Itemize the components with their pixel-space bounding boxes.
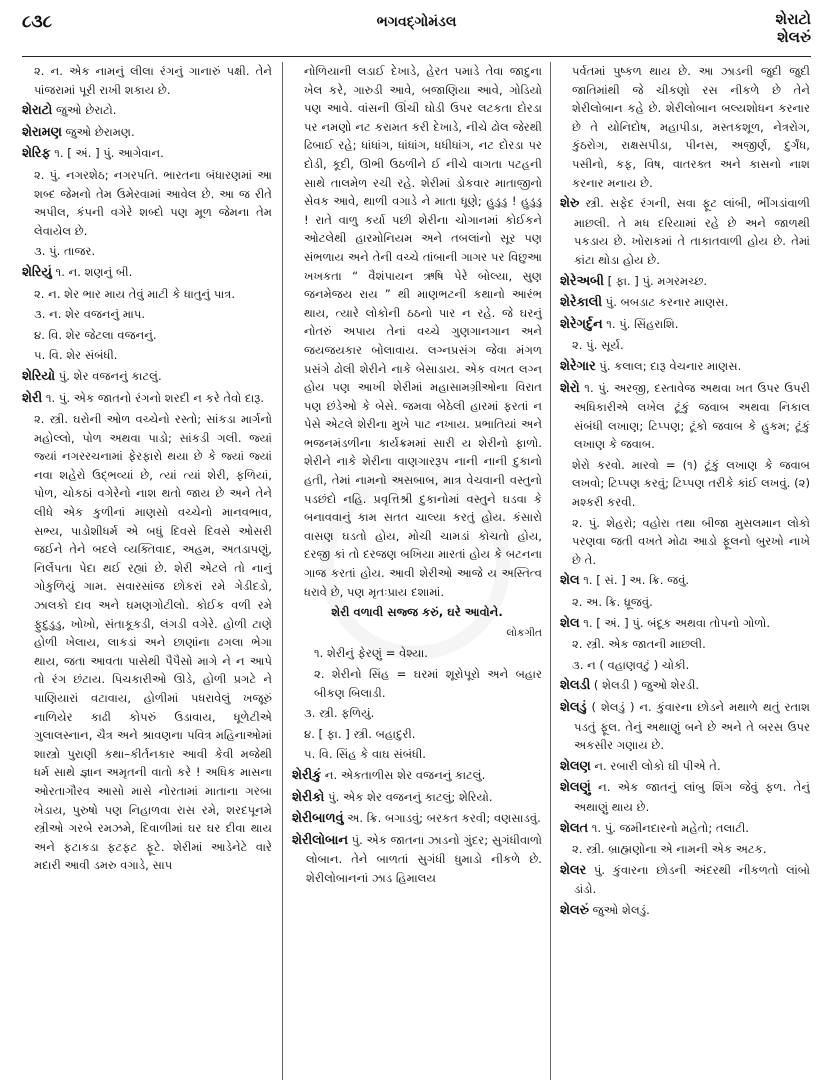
entry-text bbox=[22, 166, 272, 240]
entry-text bbox=[560, 593, 810, 612]
headword: શેરી bbox=[22, 390, 43, 406]
page-header bbox=[22, 10, 811, 56]
headword: શેલડું bbox=[560, 700, 587, 715]
dictionary-entry bbox=[560, 293, 810, 313]
definition-text: ૨. સ્ત્રી. એક જાતની માછલી. bbox=[572, 637, 706, 652]
column-divider bbox=[550, 62, 551, 1080]
headword: શેલણું bbox=[560, 780, 591, 796]
headword: શેરાટો bbox=[22, 103, 53, 119]
definition-text: શેરો કરવો. મારવો = (૧) ટૂંકું લખાણ કે જવાબ લખવો; ટિપ્પણ કરવું; ટિપ્પણ તરીકે કાંઈ લખવું. (૨) મશ્કરી કરવી. bbox=[572, 457, 810, 510]
headword: શેલર bbox=[560, 862, 587, 878]
headword: શેરિયું bbox=[22, 264, 52, 280]
definition-text: શેરી વળાવી સજ્જ કરું, ઘરે આવોને. bbox=[331, 605, 503, 620]
definition-text: પું. કુંવારના છોડની અંદરથી નીકળતો લાંબો ડાંડો. bbox=[574, 862, 810, 897]
definition-text: ૩. પું. તાજર. bbox=[34, 244, 96, 259]
definition-text: ૨. શેરીનો સિંહ = ઘરમાં શૂરોપૂરો અને બહાર બીકણ બિલાડી. bbox=[314, 667, 542, 700]
guide-words bbox=[776, 10, 811, 46]
definition-text: પર્વતમાં પુષ્કળ થાય છે. આ ઝાડની જુદી જુદી જાતિમાંથી જે ચીકણો રસ નીકળે છે તેને શેરીલોબાન કહે છે. શેરીલોબાન બલ્યશોધન કરનાર છે તે યોનિદોષ, મહાપીડા, મસ્તકશૂળ, નેત્રરોગ, કુંઠરોગ, રાક્ષસપીડા, પીનસ, અજીર્ણ, દુર્ગંધ, પસીનો, કફ, વિષ, વાતરક્ત અને કાસનો નાશ કરનાર મનાય છે. bbox=[572, 64, 810, 190]
entry-text bbox=[292, 725, 542, 744]
entry-text bbox=[292, 665, 542, 702]
definition-text: ૧. શેરીનું ફેરણું = વેશ્યા. bbox=[314, 646, 428, 661]
entry-text bbox=[22, 242, 272, 261]
definition-text: ( શેલડું ) ન. કુંવારના છોડને મથાળે થતું રતાશ પડતું ફૂલ. તેનું અથાણું બને છે અને તે બરસ ઉપર અકસીર ગણાય છે. bbox=[574, 700, 810, 753]
definition-text: પું. કલાલ; દારૂ વેચનાર માણસ. bbox=[595, 358, 742, 373]
definition-text: ( શેલડી ) જુઓ શેરડી. bbox=[590, 678, 700, 693]
definition-text: અ. ક્રિ. બગાડવું; બરકત કરવી; વણસાડવું. bbox=[343, 811, 541, 826]
definition-text: ૨. ન. શેર ભાર માય તેવું માટી કે ધાતુનું પાત્ર. bbox=[34, 286, 236, 301]
dictionary-entry bbox=[560, 901, 810, 921]
dictionary-entry bbox=[560, 357, 810, 377]
page-number: ૮૩૮ bbox=[22, 12, 53, 32]
entry-text bbox=[560, 840, 810, 859]
entry-text bbox=[22, 346, 272, 365]
definition-text: ન. એક જાતનું લાંબુ શિંગ જેવું ફળ. તેનું અથાણું થાય છે. bbox=[574, 780, 810, 814]
definition-text: ૧. પું. જમીનદારનો મહેતો; તલાટી. bbox=[588, 820, 749, 835]
dictionary-entry bbox=[560, 676, 810, 696]
definition-text: લોકગીત bbox=[506, 626, 542, 639]
headword: શેરામણ bbox=[22, 124, 62, 140]
headword: શેરેગાર bbox=[560, 358, 596, 374]
dictionary-entry bbox=[560, 614, 810, 634]
definition-text: ૨. સ્ત્રી. ઘરોની ઓળ વચ્ચેનો રસ્તો; સાંકડા માર્ગનો મહોલ્લો, પોળ અથવા પાડો; સાંકડી ગલી. જ્યાં જ્યાં નગરરચનામાં ફેરફારો થયા છે કે જ્યાં જ્યાં નવા શહેરો ઉદ્ભવ્યાં છે, ત્યાં ત્યાં શેરી, ફળિયાં, પોળ, ચોકઠાં વગેરેનો નાશ થતો જાય છે અને તેને લીધે એક કુળીનાં માણસો વચ્ચેનો માનવભાવ, સભ્ય, પાડોશીધર્મ એ બધું દિવસે દિવસે ઓસરી જઈને તેને બદલે વ્યક્તિવાદ, અહમ, અતડાપણું, નિર્લેપતા પેદા થઈ રહ્યાં છે. શેરી એટલે તો નાનું ગોકુળિયું ગામ. સવારસાંજ છોકરાં રમે ગેડીદડો, ઝાલકો દાવ અને ઘમણગોટીલો. કોઈક વળી રમે ફુદુડુડુ, ખોખો, સંતાકૂકડી, લંગડી વગેરે. હોળી ટાણે હોળી ખેલાય, લાકડાં અને છાણાંના ઢગલા ભેગા થાય, જતા આવતા પાસેથી પૈપૈસો માગે ને ન આપે તો રંગ છંટાય. પિચકારીઓ ઊડે, હોળી પ્રગટે ને પાણિયારાં વટાવાય, હોળીમાં પધરાવેલું ખજૂરું નાળિયેર કાઢી કોપરું ઉડાવાય, ધૂળેટીએ ગુલાલસ્નાન, ચૈત્ર અને શ્રાવણના પવિત્ર મહિનાઓમાં શાસ્ત્રો પુરાણી કથા–કીર્તનકાર આવી કેવી મજેથી ધર્મ સાથે જ્ઞાન અમૃતની વાતો કરે ! અધિક માસના ઓરતાગૌરવ આસો માસે નોરતામાં માતાના ગરબા ખેડાય, પુરુષો પણ નિહાળવા રાસ રમે, શરદપૂનમે સ્ત્રીઓ ગરબે રમઝમે, દિવાળીમાં ઘર ઘર દીવા થાય અને ફટાકડા ફટફટ ફૂટે. શેરીમાં આડેનેટે વારે મદારી આવી ડમરુ વગાડે, સાપ bbox=[34, 412, 272, 873]
definition-text: જુઓ શેલડું. bbox=[588, 902, 650, 917]
definition-text: ૩. ન ( વહાણવટું ) ચોકી. bbox=[572, 657, 690, 672]
definition-text: ૧. ન. શણનું બી. bbox=[51, 264, 133, 279]
dictionary-entry bbox=[560, 379, 810, 454]
definition-text: ૪. [ ફા. ] સ્ત્રી. બહાદુરી. bbox=[304, 726, 416, 741]
entry-text bbox=[292, 704, 542, 723]
definition-text: ૧. પું. એક જાતનો રંગનો શરદી ન કરે તેવો દારૂ. bbox=[42, 390, 265, 405]
definition-text: જુઓ છેરામણ. bbox=[61, 124, 135, 139]
header-rule bbox=[22, 56, 811, 57]
column-3 bbox=[560, 62, 810, 1084]
dictionary-entry bbox=[560, 757, 810, 777]
dictionary-entry bbox=[560, 194, 810, 269]
entry-text bbox=[560, 336, 810, 355]
headword: શેરિયો bbox=[22, 368, 56, 384]
headword: શેલ bbox=[560, 573, 580, 589]
entry-text bbox=[22, 305, 272, 324]
headword: શેલત bbox=[560, 820, 589, 836]
headword: શેરિફ bbox=[22, 146, 51, 162]
dictionary-entry bbox=[22, 263, 272, 283]
entry-text bbox=[560, 656, 810, 675]
definition-text: ૧. પું. સિંહરાશિ. bbox=[602, 316, 679, 331]
entry-text bbox=[22, 410, 272, 875]
headword: શેલડી bbox=[560, 678, 591, 694]
dictionary-entry bbox=[22, 123, 272, 143]
guide-word-first: શેરાટો bbox=[775, 10, 811, 28]
headword: શેરેઅબી bbox=[560, 273, 604, 289]
headword: શેરીબાળવું bbox=[292, 811, 344, 827]
entry-text bbox=[292, 62, 542, 601]
definition-text: સ્ત્રી. સફેદ રંગની, સવા ફૂટ લાંબી, ભીંગડાંવાળી માછલી. તે મધ દરિયામાં રહે છે અને જાળથી પકડાય છે. ખોરાકમાં તે તાકાતવાળી હોય છે. તેમાં કાંટા થોડા હોય છે. bbox=[574, 196, 810, 267]
dictionary-entry bbox=[22, 144, 272, 164]
dictionary-entry bbox=[292, 788, 542, 808]
column-1 bbox=[22, 62, 272, 1084]
dictionary-entry bbox=[292, 809, 542, 829]
dictionary-entry bbox=[22, 389, 272, 409]
dictionary-entry bbox=[560, 272, 810, 292]
definition-text: ૨. પું. નગરશેઠ; નગરપતિ. ભારતના બંધારણમાં આ શબ્દ જેમનો તેમ ઉમેરવામાં આવેલ છે. આ જ રીતે અપીલ, કંપની વગેરે શબ્દો પણ મૂળ જેમના તેમ લેવાયેલ છે. bbox=[34, 167, 272, 238]
dictionary-entry bbox=[560, 861, 810, 899]
entry-text bbox=[560, 456, 810, 512]
column-divider bbox=[282, 62, 283, 1080]
dictionary-entry bbox=[560, 819, 810, 839]
definition-text: ૧. પું. અરજી, દસ્તાવેજ અથવા ખત ઉપર ઉપરી અધિકારીએ લખેલ ટૂંકું જવાબ અથવા નિકાલ સંબંધી લખાણ; ટિપ્પણ; ટૂંકો જવાબ કે હુકમ; ટૂંકું લખાણ કે જવાબ. bbox=[574, 380, 810, 452]
entry-text bbox=[292, 644, 542, 663]
dictionary-entry bbox=[22, 367, 272, 387]
dictionary-entry bbox=[560, 778, 810, 816]
column-2 bbox=[292, 62, 542, 1084]
definition-text: ૨. પું. શેહરો; વહોરા તથા બીજા મુસલમાન લોકો પરણવા જતી વખતે મોઢા આડો ફૂલનો બુરખો નાખે છે તે. bbox=[572, 515, 810, 567]
definition-text: ૨. પું. સૂર્ય. bbox=[572, 338, 624, 353]
definition-text: ૫. વિ. સિંહ કે વાઘ સંબંધી. bbox=[304, 747, 426, 762]
guide-word-last: શેલરું bbox=[777, 28, 811, 46]
definition-text: ૫. વિ. શેર સંબંધી. bbox=[34, 348, 118, 363]
entry-text bbox=[292, 603, 542, 622]
running-title: ભગવદ્ગોમંડલ bbox=[376, 14, 457, 30]
entry-text bbox=[292, 624, 542, 643]
definition-text: ૧. [ અં. ] પું. બંદૂક અથવા તોપનો ગોળો. bbox=[579, 615, 771, 630]
headword: શેરેકાલી bbox=[560, 295, 602, 311]
entry-text bbox=[22, 285, 272, 304]
headword: શેરીકો bbox=[292, 789, 325, 805]
definition-text: પું. એક જાતના ઝાડનો ગુંદર; સુગંધીવાળો લોબાન. તેને બાળતાં સુગંધી ધુમાડો નીકળે છે. શેરીલોબાનનાં ઝાડ હિમાલય bbox=[306, 832, 542, 885]
entry-text bbox=[560, 635, 810, 654]
entry-text bbox=[560, 62, 810, 192]
headword: શેલરું bbox=[560, 902, 589, 918]
definition-text: ૨. અ. ક્રિ. ધ્રૂજવું. bbox=[572, 595, 653, 610]
headword: શેલણ bbox=[560, 758, 591, 774]
definition-text: ન. એકતાળીસ શેર વજનનું કાટલું. bbox=[321, 767, 486, 782]
dictionary-entry bbox=[560, 571, 810, 591]
headword: શેરેગર્દુન bbox=[560, 316, 603, 332]
entry-text bbox=[22, 326, 272, 345]
definition-text: નોળિયાની લડાઈ દેખાડે, હેરત પમાડે તેવા જાદુના ખેલ કરે, ગારુડી આવે, બજાણિયા આવે, ગોડિયો પણ આવે. વાંસની ઊંચી ઘોડી ઉપર લટકતા દોરડા પર નમણો નટ કરામત કરી દેખાડે, નીચે ઢોલ જેરથી ઢિબાઈ રહે; ધાંધાંગ, ધાંધાંગ, ધધીધાંગ, નટ દોરડા પર દોડી, કૂદી, ઊભી ઉઠળીને ઈ નીચે વાગતા પટહની સાથે તાલમેળ રચી રહે. શેરીમાં ડોકવાર માતાજીનો સેવક આવે, થાળી વગાડે ને માતા ધૂણે; હુડુડુ ! હુડુડુ ! રાતે વાળુ કર્યા પછી શેરીના ચોગાનમાં કોઈકને ઓટલેથી હારમોનિયમ અને તબલાંનો સૂર પણ સંભળાય અને તેની વચ્ચે તાંબાની ગાગર પર વિછુઆ ખખકતા “ વૈશંપાયન ઋષિ પેરે બોલ્યા, સુણ જનમેજય રાય ” થી માણભટની કથાનો આરંભ થાય, ત્યારે લોકોની ઠઠનો પાર ન રહે. જે ઘરનું નોતરું અપાય તેનાં વચ્ચે ગુણગાનગાન અને જયજયકાર બોલાવાય. લગ્નપ્રસંગ જેવા મંગળ પ્રસંગે ઢોલી શેરીને નાકે બેસાડાય. એક વખત લગ્ન હોય પણ આખી શેરીમાં મહાસામગ્રીઓના વિરાત પણ છંડેઓ કે બેસે. જમવા બેઠેલી હારમાં ફરતાં ન પેસે એટલે શેરીના મુખે પાટ નખાય. પ્રભાતિયાં અને ભજનમંડળીના કાર્યક્રમમાં સારી ય શેરીનો ફાળો. શેરીને નાકે શેરીના વાણગારરૂપ નાની નાની દુકાનો હતી, તેમાં નામનો અસબાબ, માત્ર વેચવાની વસ્તુનો પડછંદો નહિ. પ્રવૃત્તિશ્રી દુકાનોમાં વસ્તુને ઘડવા કે બનાવવાનું કામ સતત ચાલ્યા કરતું હોય. કંસારો વાસણ ઘડતો હોય, મોચી ચામડાં કોચતો હોય, દરજી કાં તો દરજણ બખિયા મારતાં હોય કે બટનના ગાજ કરતાં હોય. આવી શેરીઓ આજે ય અસ્તિત્વ ધરાવે છે, પણ મૃતઃપ્રાય દશામાં. bbox=[304, 64, 542, 599]
headword: શેલ bbox=[560, 615, 580, 631]
definition-text: ૨. ન. એક નામનું લીલા રંગનું ગાનારું પક્ષી. તેને પાંજરામાં પૂરી રાખી શકાય છે. bbox=[34, 64, 272, 97]
definition-text: પું. એક શેર વજનનું કાટલું; શેરિયો. bbox=[324, 789, 493, 804]
definition-text: ૨. સ્ત્રી. બ્રાહ્મણોના એ નામની એક અટક. bbox=[572, 842, 767, 857]
definition-text: પું. શેર વજનનું કાટલું. bbox=[55, 368, 162, 383]
dictionary-entry bbox=[292, 766, 542, 786]
entry-text bbox=[22, 62, 272, 99]
definition-text: ૪. વિ. શેર જેટલા વજનનું. bbox=[34, 327, 157, 342]
entry-text bbox=[292, 745, 542, 764]
headword: શેરીલોબાન bbox=[292, 832, 348, 848]
dictionary-entry bbox=[560, 698, 810, 755]
definition-text: ૧. [ સં. ] અ. ક્રિ. જવું. bbox=[579, 573, 690, 588]
dictionary-entry bbox=[22, 101, 272, 121]
dictionary-entry bbox=[560, 315, 810, 335]
definition-text: ૩. સ્ત્રી. ફળિયું. bbox=[304, 706, 375, 721]
definition-text: [ ફા. ] પું. મગરમચ્છ. bbox=[603, 273, 708, 288]
headword: શેરીકું bbox=[292, 767, 322, 783]
headword: શેરો bbox=[560, 380, 580, 396]
definition-text: ન. રબારી લોકો ઘી પીએ તે. bbox=[590, 758, 721, 773]
definition-text: પું. બબડાટ કરનાર માણસ. bbox=[602, 295, 729, 310]
entry-text bbox=[560, 514, 810, 570]
dictionary-entry bbox=[292, 831, 542, 888]
definition-text: ૧. [ અં. ] પું. આગેવાન. bbox=[50, 146, 164, 161]
headword: શેરુ bbox=[560, 196, 580, 212]
definition-text: જુઓ છેરાટો. bbox=[52, 103, 117, 118]
definition-text: ૩. ન. શેર વજનનું માપ. bbox=[34, 307, 146, 322]
